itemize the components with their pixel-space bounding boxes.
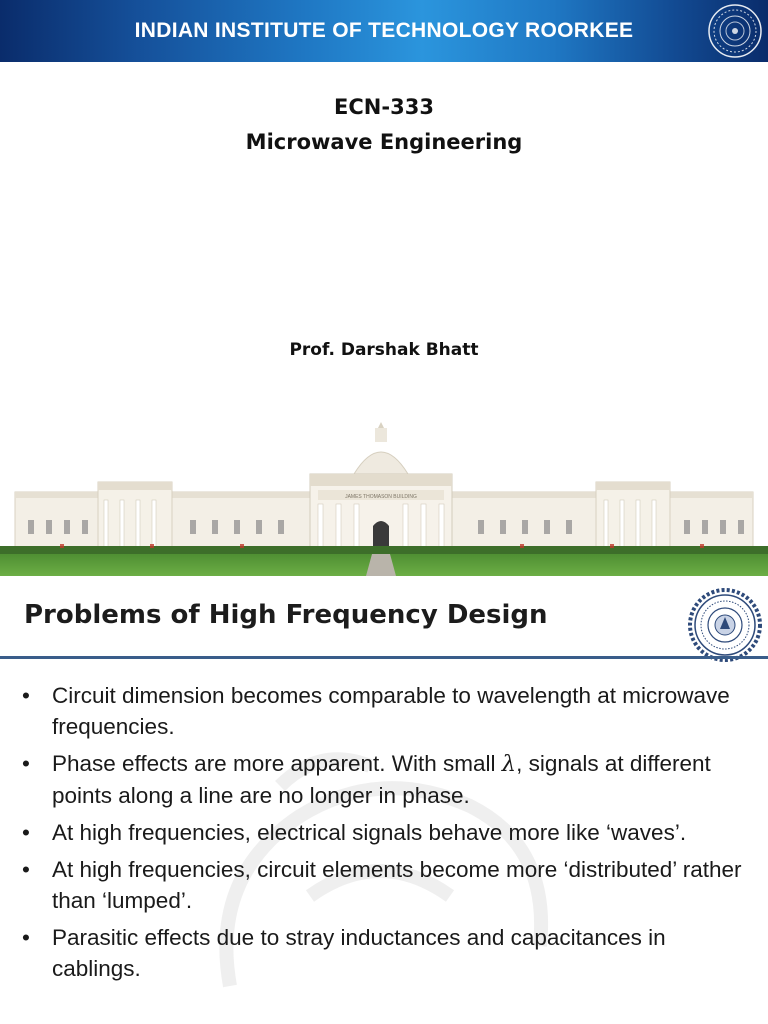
list-item — [22, 922, 752, 984]
bullet-text: Circuit dimension becomes comparable to wavelength at microwave frequencies. — [52, 683, 730, 739]
institute-name: INDIAN INSTITUTE OF TECHNOLOGY ROORKEE — [134, 19, 634, 42]
bullet-marker: • — [22, 857, 30, 882]
bullet-text-after: , signals at different points along a line are no longer in phase. — [52, 751, 711, 808]
bullet-marker: • — [22, 820, 30, 845]
iit-roorkee-seal-icon — [706, 2, 764, 60]
bullet-marker: • — [22, 751, 30, 776]
header-banner — [0, 0, 768, 62]
bullet-list — [22, 680, 752, 990]
bullet-text-before: Phase effects are more apparent. With small — [52, 751, 502, 776]
content-slide — [0, 576, 768, 1024]
bullet-text: At high frequencies, circuit elements become more ‘distributed’ rather than ‘lumped’. — [52, 857, 742, 913]
bullet-marker: • — [22, 925, 30, 950]
list-item — [22, 854, 752, 916]
bullet-marker: • — [22, 683, 30, 708]
title-divider — [0, 656, 768, 659]
slide-title: Problems of High Frequency Design — [24, 600, 548, 630]
professor-name: Prof. Darshak Bhatt — [289, 340, 479, 360]
building-sign: JAMES THOMASON BUILDING — [345, 494, 417, 500]
iit-roorkee-logo-icon — [686, 586, 764, 664]
bullet-text: Parasitic effects due to stray inductances and capacitances in cablings. — [52, 925, 666, 981]
list-item — [22, 817, 752, 848]
lambda-symbol: λ — [501, 751, 517, 777]
campus-main-building-photo — [0, 420, 768, 576]
course-code: ECN-333 — [334, 95, 434, 119]
course-name: Microwave Engineering — [245, 130, 523, 154]
list-item — [22, 748, 752, 811]
list-item — [22, 680, 752, 742]
bullet-text: At high frequencies, electrical signals behave more like ‘waves’. — [52, 820, 687, 845]
